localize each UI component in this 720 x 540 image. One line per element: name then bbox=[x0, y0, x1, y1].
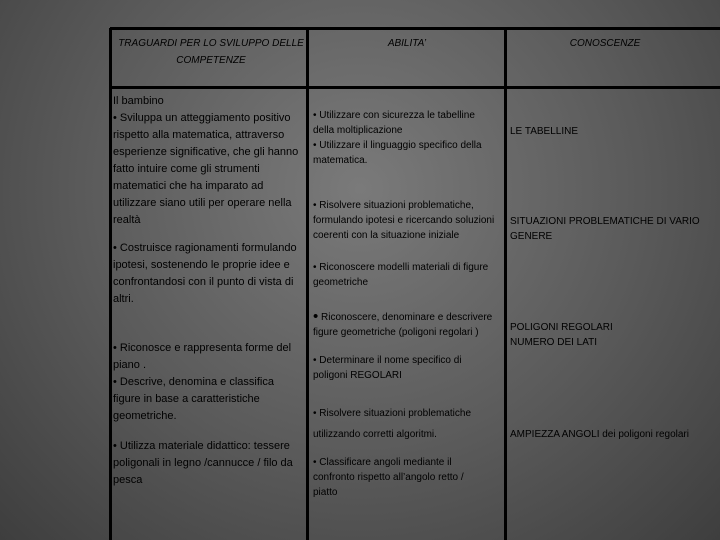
conoscenza-tabelline: LE TABELLINE bbox=[510, 126, 578, 137]
traguardo-forme: • Riconosce e rappresenta forme del piano . bbox=[113, 342, 292, 371]
traguardo-classifica: • Descrive, denomina e classifica figure in base a caratteristiche geometriche. bbox=[113, 376, 274, 422]
abilita-algoritmi: utilizzando corretti algoritmi. bbox=[313, 429, 437, 440]
table-border-top bbox=[110, 27, 720, 30]
traguardo-materiale: • Utilizza materiale didattico: tessere poligonali in legno /cannucce / filo da pesca bbox=[113, 440, 293, 486]
abilita-problemi: • Risolvere situazioni problematiche, formulando ipotesi e ricercando soluzioni coerenti con la situazione iniziale bbox=[313, 200, 495, 241]
traguardo-ragionamenti: • Costruisce ragionamenti formulando ipotesi, sostenendo le proprie idee e confrontandosi con il punto di vista di altri. bbox=[113, 242, 297, 305]
abilita-situazioni: • Risolvere situazioni problematiche bbox=[313, 408, 472, 419]
abilita-nome-poligoni: • Determinare il nome specifico di poligoni REGOLARI bbox=[313, 355, 462, 381]
abilita-tabelline: • Utilizzare con sicurezza le tabelline della moltiplicazione bbox=[313, 110, 475, 136]
abilita-angoli: • Classificare angoli mediante il confronto rispetto all’angolo retto / piatto bbox=[313, 457, 464, 498]
header-conoscenze: CONOSCENZE bbox=[569, 38, 641, 49]
table-border-left bbox=[109, 28, 112, 540]
conoscenza-lati: NUMERO DEI LATI bbox=[510, 337, 598, 348]
header-traguardi: TRAGUARDI PER LO SVILUPPO DELLE COMPETENZE bbox=[118, 38, 304, 66]
header-abilita: ABILITA’ bbox=[387, 38, 427, 49]
abilita-linguaggio: • Utilizzare il linguaggio specifico della matematica. bbox=[313, 140, 482, 166]
header-divider bbox=[110, 86, 720, 89]
column-divider-2 bbox=[504, 28, 507, 540]
traguardo-intro: Il bambino bbox=[113, 95, 164, 107]
traguardo-atteggiamento: • Sviluppa un atteggiamento positivo rispetto alla matematica, attraverso esperienze significative, che gli hanno fatto intuire come gli strumenti matematici che ha imparato ad utilizzare siano utili per operare nella realtà bbox=[113, 112, 299, 226]
abilita-modelli: • Riconoscere modelli materiali di figure geometriche bbox=[313, 262, 489, 288]
abilita-riconoscere-text: Riconoscere, denominare e descrivere figure geometriche (poligoni regolari ) bbox=[313, 312, 493, 338]
conoscenza-problemi: SITUAZIONI PROBLEMATICHE DI VARIO GENERE bbox=[510, 216, 700, 242]
conoscenza-angoli: AMPIEZZA ANGOLI dei poligoni regolari bbox=[510, 429, 689, 440]
conoscenza-poligoni: POLIGONI REGOLARI bbox=[510, 322, 613, 333]
abilita-riconoscere bbox=[313, 309, 505, 340]
bullet-icon: • bbox=[313, 308, 319, 325]
